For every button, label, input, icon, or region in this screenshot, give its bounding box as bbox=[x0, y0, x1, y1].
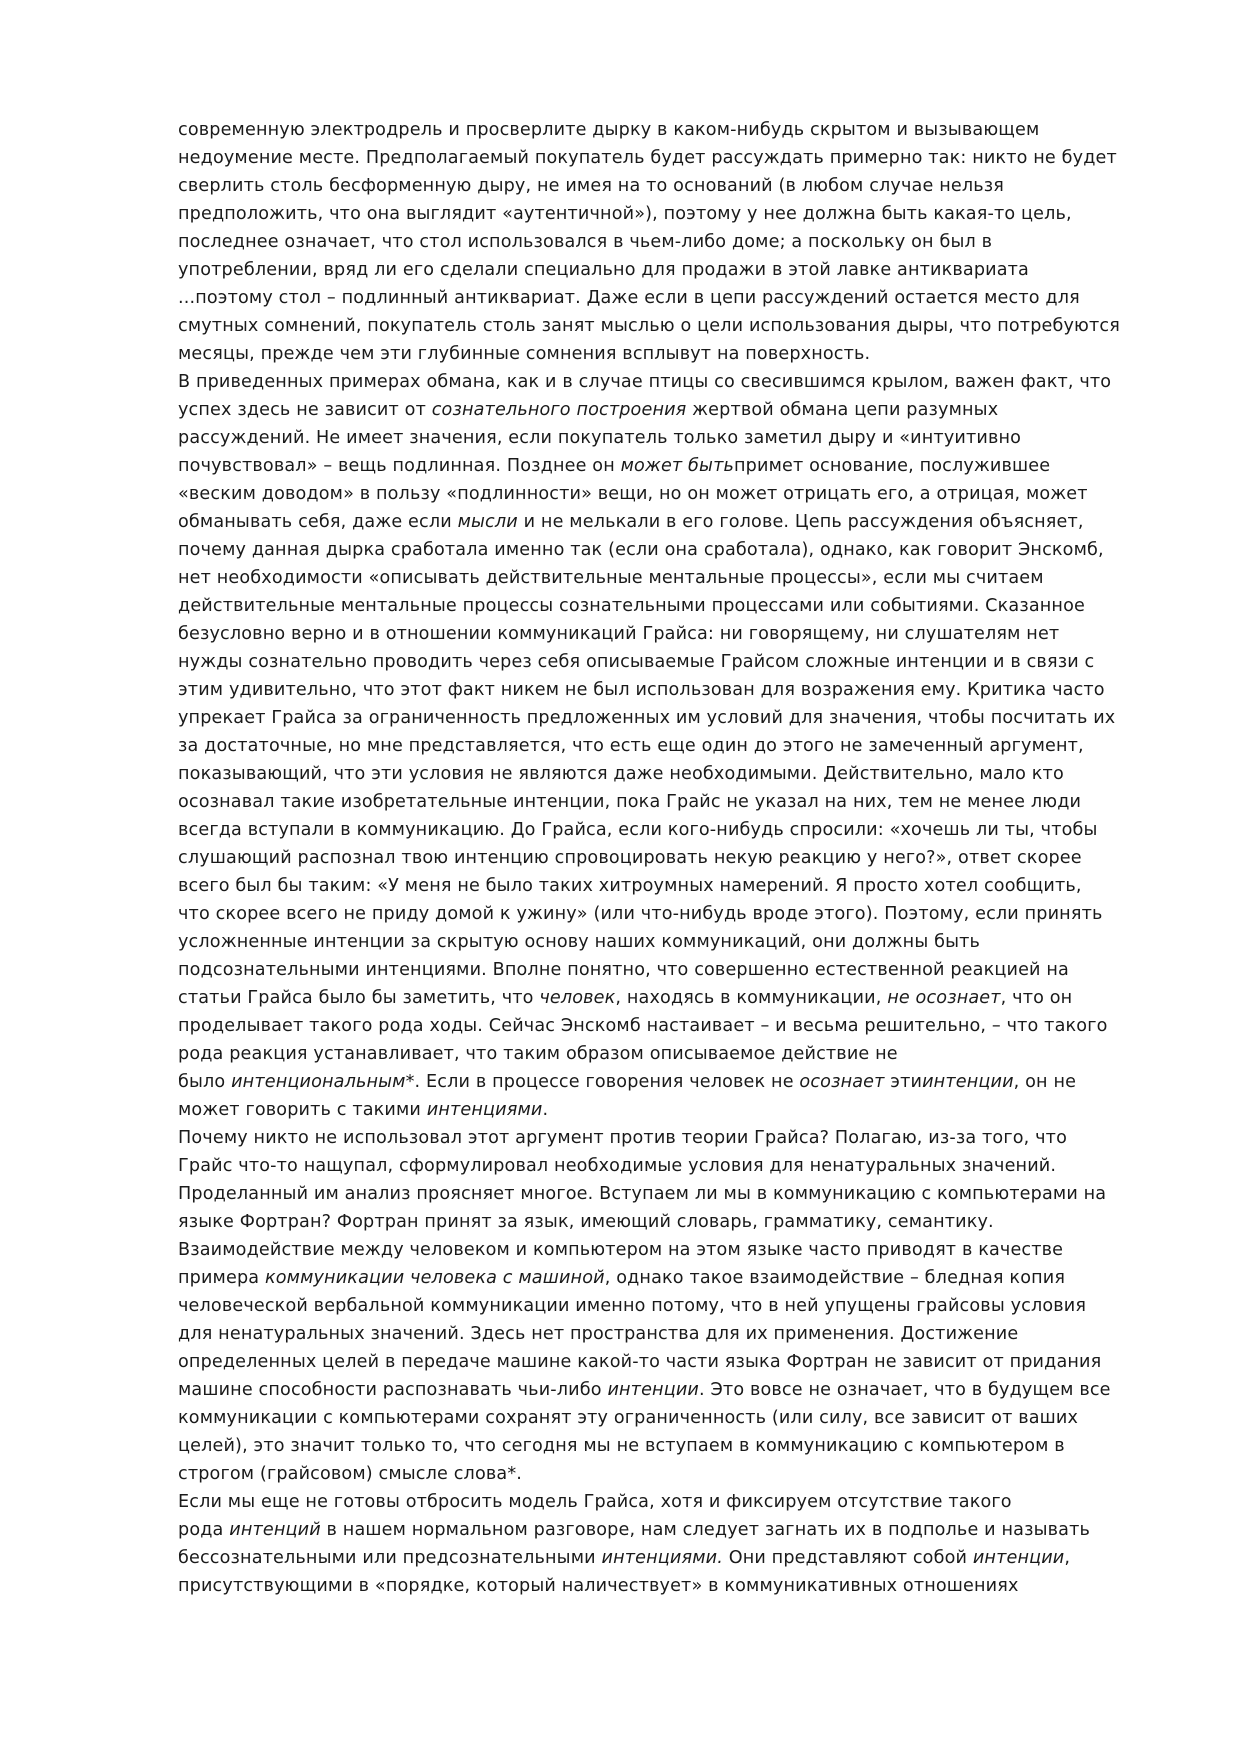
text-line bbox=[178, 1180, 1170, 1208]
text-line bbox=[178, 144, 1170, 172]
text-line bbox=[178, 1320, 1170, 1348]
italic-text: человек bbox=[539, 988, 616, 1008]
text-line bbox=[178, 760, 1170, 788]
italic-text: может быть bbox=[620, 456, 735, 476]
text-segment: проделывает такого рода ходы. Сейчас Энскомб настаивает – и весьма решительно, – что такого bbox=[178, 1016, 1108, 1036]
text-segment: упрекает Грайса за ограниченность предложенных им условий для значения, чтобы посчитать их bbox=[178, 708, 1116, 728]
text-segment: присутствующими в «порядке, который наличествует» в коммуникативных отношениях bbox=[178, 1576, 1019, 1596]
text-line bbox=[178, 1124, 1170, 1152]
text-segment: Взаимодействие между человеком и компьютером на этом языке часто приводят в качестве bbox=[178, 1240, 1064, 1260]
text-segment: всегда вступали в коммуникацию. До Грайса, если кого-нибудь спросили: «хочешь ли ты, чтобы bbox=[178, 820, 1098, 840]
text-segment: Грайс что-то нащупал, сформулировал необходимые условия для ненатуральных значений. bbox=[178, 1156, 1057, 1176]
text-segment: эти bbox=[884, 1072, 923, 1092]
text-segment: может говорить с такими bbox=[178, 1100, 427, 1120]
text-segment: смутных сомнений, покупатель столь занят мыслью о цели использования дыры, что потребуются bbox=[178, 316, 1120, 336]
text-segment: коммуникации с компьютерами сохранят эту ограниченность (или силу, все зависит от ваших bbox=[178, 1408, 1079, 1428]
text-segment: нужды сознательно проводить через себя описываемые Грайсом сложные интенции и в связи с bbox=[178, 652, 1095, 672]
text-segment: безусловно верно и в отношении коммуникаций Грайса: ни говорящему, ни слушателям нет bbox=[178, 624, 1060, 644]
text-segment: успех здесь не зависит от bbox=[178, 400, 432, 420]
text-segment: жертвой обмана цепи разумных bbox=[686, 400, 999, 420]
text-segment: действительные ментальные процессы сознательными процессами или событиями. Сказанное bbox=[178, 596, 1085, 616]
italic-text: интенциями bbox=[426, 1100, 543, 1120]
text-line bbox=[178, 1152, 1170, 1180]
text-segment: «веским доводом» в пользу «подлинности» вещи, но он может отрицать его, а отрицая, может bbox=[178, 484, 1088, 504]
text-line bbox=[178, 172, 1170, 200]
text-line bbox=[178, 704, 1170, 732]
text-segment: Почему никто не использовал этот аргумент против теории Грайса? Полагаю, из-за того, что bbox=[178, 1128, 1067, 1148]
text-line bbox=[178, 1516, 1170, 1544]
text-line bbox=[178, 872, 1170, 900]
text-line bbox=[178, 788, 1170, 816]
text-segment: , bbox=[1064, 1548, 1071, 1568]
text-segment: , находясь в коммуникации, bbox=[615, 988, 888, 1008]
text-segment: строгом (грайсовом) смысле слова*. bbox=[178, 1464, 523, 1484]
text-segment: этим удивительно, что этот факт никем не был использован для возражения ему. Критика часто bbox=[178, 680, 1105, 700]
text-segment: недоумение месте. Предполагаемый покупатель будет рассуждать примерно так: никто не будет bbox=[178, 148, 1117, 168]
text-line bbox=[178, 256, 1170, 284]
text-line bbox=[178, 984, 1170, 1012]
text-segment: , что он bbox=[1000, 988, 1073, 1008]
text-line bbox=[178, 816, 1170, 844]
text-segment: подсознательными интенциями. Вполне понятно, что совершенно естественной реакцией на bbox=[178, 960, 1069, 980]
text-line bbox=[178, 368, 1170, 396]
text-line bbox=[178, 1012, 1170, 1040]
text-segment: за достаточные, но мне представляется, что есть еще один до этого не замеченный аргумент, bbox=[178, 736, 1084, 756]
text-segment: сверлить столь бесформенную дыру, не имея на то оснований (в любом случае нельзя bbox=[178, 176, 1004, 196]
text-segment: , он не bbox=[1013, 1072, 1077, 1092]
text-line bbox=[178, 956, 1170, 984]
italic-text: интенций bbox=[229, 1520, 321, 1540]
text-segment: рассуждений. Не имеет значения, если покупатель только заметил дыру и «интуитивно bbox=[178, 428, 1022, 448]
text-line bbox=[178, 844, 1170, 872]
text-line bbox=[178, 452, 1170, 480]
text-line bbox=[178, 312, 1170, 340]
text-line bbox=[178, 340, 1170, 368]
text-line bbox=[178, 228, 1170, 256]
text-line bbox=[178, 592, 1170, 620]
text-segment: осознавал такие изобретательные интенции, пока Грайс не указал на них, тем не менее люди bbox=[178, 792, 1082, 812]
text-segment: почему данная дырка сработала именно так (если она сработала), однако, как говорит Энскомб, bbox=[178, 540, 1104, 560]
text-segment: *. Если в процессе говорения человек не bbox=[405, 1072, 800, 1092]
text-line bbox=[178, 1572, 1170, 1600]
italic-text: интенции bbox=[972, 1548, 1065, 1568]
text-segment: нет необходимости «описывать действительные ментальные процессы», если мы считаем bbox=[178, 568, 1044, 588]
text-line bbox=[178, 1460, 1170, 1488]
text-line bbox=[178, 1208, 1170, 1236]
document-page bbox=[178, 116, 1170, 1600]
text-line bbox=[178, 116, 1170, 144]
text-line bbox=[178, 900, 1170, 928]
text-segment: статьи Грайса было бы заметить, что bbox=[178, 988, 540, 1008]
text-line bbox=[178, 1404, 1170, 1432]
italic-text: интенциями. bbox=[601, 1548, 723, 1568]
text-line bbox=[178, 648, 1170, 676]
italic-text: интенциональным bbox=[231, 1072, 406, 1092]
text-line bbox=[178, 284, 1170, 312]
text-segment: последнее означает, что стол использовался в чьем-либо доме; а поскольку он был в bbox=[178, 232, 993, 252]
text-line bbox=[178, 1292, 1170, 1320]
text-segment: Они представляют собой bbox=[722, 1548, 973, 1568]
text-segment: примет основание, послужившее bbox=[734, 456, 1051, 476]
text-line bbox=[178, 1096, 1170, 1124]
text-line bbox=[178, 732, 1170, 760]
text-segment: было bbox=[178, 1072, 232, 1092]
text-segment: что скорее всего не приду домой к ужину» (или что-нибудь вроде этого). Поэтому, если принять bbox=[178, 904, 1103, 924]
text-segment: современную электродрель и просверлите дырку в каком-нибудь скрытом и вызывающем bbox=[178, 120, 1040, 140]
text-segment: В приведенных примерах обмана, как и в случае птицы со свесившимся крылом, важен факт, что bbox=[178, 372, 1112, 392]
text-segment: примера bbox=[178, 1268, 265, 1288]
text-line bbox=[178, 508, 1170, 536]
text-segment: для ненатуральных значений. Здесь нет пространства для их применения. Достижение bbox=[178, 1324, 1019, 1344]
text-segment: всего был бы таким: «У меня не было таких хитроумных намерений. Я просто хотел сообщить, bbox=[178, 876, 1082, 896]
italic-text: сознательного построения bbox=[431, 400, 687, 420]
text-line bbox=[178, 928, 1170, 956]
text-line bbox=[178, 1376, 1170, 1404]
text-segment: . Это вовсе не означает, что в будущем все bbox=[699, 1380, 1111, 1400]
text-segment: употреблении, вряд ли его сделали специально для продажи в этой лавке антиквариата bbox=[178, 260, 1029, 280]
italic-text: интенции bbox=[607, 1380, 699, 1400]
text-segment: бессознательными или предсознательными bbox=[178, 1548, 602, 1568]
text-line bbox=[178, 1348, 1170, 1376]
text-segment: предположить, что она выглядит «аутентичной»), поэтому у нее должна быть какая-то цель, bbox=[178, 204, 1072, 224]
italic-text: коммуникации человека с машиной bbox=[264, 1268, 605, 1288]
italic-text: интенции bbox=[922, 1072, 1014, 1092]
text-segment: рода bbox=[178, 1520, 230, 1540]
text-line bbox=[178, 424, 1170, 452]
text-line bbox=[178, 200, 1170, 228]
text-segment: целей), это значит только то, что сегодня мы не вступаем в коммуникацию с компьютером в bbox=[178, 1436, 1065, 1456]
text-segment: рода реакция устанавливает, что таким образом описываемое действие не bbox=[178, 1044, 898, 1064]
text-line bbox=[178, 1432, 1170, 1460]
text-segment: почувствовал» – вещь подлинная. Позднее он bbox=[178, 456, 621, 476]
text-segment: в нашем нормальном разговоре, нам следует загнать их в подполье и называть bbox=[320, 1520, 1090, 1540]
text-line bbox=[178, 396, 1170, 424]
text-line bbox=[178, 1264, 1170, 1292]
text-line bbox=[178, 480, 1170, 508]
text-line bbox=[178, 1236, 1170, 1264]
italic-text: мысли bbox=[457, 512, 518, 532]
text-line bbox=[178, 564, 1170, 592]
text-segment: определенных целей в передаче машине какой-то части языка Фортран не зависит от придания bbox=[178, 1352, 1102, 1372]
text-segment: языке Фортран? Фортран принят за язык, имеющий словарь, грамматику, семантику. bbox=[178, 1212, 994, 1232]
text-line bbox=[178, 536, 1170, 564]
text-line bbox=[178, 1488, 1170, 1516]
text-segment: и не мелькали в его голове. Цепь рассуждения объясняет, bbox=[517, 512, 1084, 532]
text-segment: Проделанный им анализ проясняет многое. Вступаем ли мы в коммуникацию с компьютерами на bbox=[178, 1184, 1107, 1204]
text-segment: . bbox=[542, 1100, 549, 1120]
text-segment: слушающий распознал твою интенцию спровоцировать некую реакцию у него?», ответ скорее bbox=[178, 848, 1082, 868]
text-segment: обманывать себя, даже если bbox=[178, 512, 458, 532]
text-segment: ...поэтому стол – подлинный антиквариат. Даже если в цепи рассуждений остается место для bbox=[178, 288, 1080, 308]
text-line bbox=[178, 676, 1170, 704]
text-segment: показывающий, что эти условия не являются даже необходимыми. Действительно, мало кто bbox=[178, 764, 1064, 784]
text-line bbox=[178, 620, 1170, 648]
text-segment: человеческой вербальной коммуникации именно потому, что в ней упущены грайсовы условия bbox=[178, 1296, 1087, 1316]
text-line bbox=[178, 1544, 1170, 1572]
text-segment: усложненные интенции за скрытую основу наших коммуникаций, они должны быть bbox=[178, 932, 981, 952]
text-segment: Если мы еще не готовы отбросить модель Грайса, хотя и фиксируем отсутствие такого bbox=[178, 1492, 1012, 1512]
text-line bbox=[178, 1040, 1170, 1068]
italic-text: осознает bbox=[799, 1072, 885, 1092]
text-line bbox=[178, 1068, 1170, 1096]
text-segment: месяцы, прежде чем эти глубинные сомнения всплывут на поверхность. bbox=[178, 344, 871, 364]
text-segment: машине способности распознавать чьи-либо bbox=[178, 1380, 608, 1400]
italic-text: не осознает bbox=[887, 988, 1001, 1008]
text-segment: , однако такое взаимодействие – бледная копия bbox=[604, 1268, 1066, 1288]
